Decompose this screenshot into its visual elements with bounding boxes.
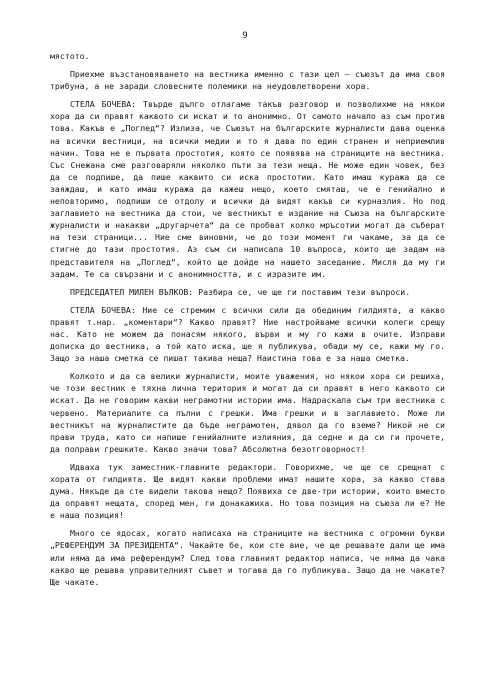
paragraph-7: Идваха тук заместник-главните редактори. Говорихме, че ще се срещнат с хората от гилдията. Ще видят какви проблеми имат нашите хора, за какво става дума. Някъде да сте видели такова нещо? Появиха се две-три истории, които вместо да оправят нещата, според мен, ги донакажиха. Но това позиция на съюза ли е? Не е наша позиция! xyxy=(50,461,450,521)
paragraph-4: ПРЕДСЕДАТЕЛ МИЛЕН ВЪЛКОВ: Разбира се, че ще ги поставим тези въпроси. xyxy=(70,286,411,297)
paragraph-1: мястото. xyxy=(50,51,90,61)
document-body xyxy=(50,50,450,594)
paragraph-2: Приехме възстановяването на вестника именно с тази цел – съюзът да има своя трибуна, а не заради словесните полемики на неудовлетворени хора. xyxy=(50,69,450,92)
paragraph-3: СТЕЛА БОЧЕВА: Твърде дълго отлагаме такъв разговор и позволихме на някои хора да си правят каквото си искат и то анонимно. От самото начало аз съм против това. Какъв е „Поглед“? Излиза, че Съюзът на българските журналисти дава оценка на всички вестници, на всички медии и то я дава по един странен и неприемлив начин. Това не е първата простотия, която се появява на страниците на вестника. Със Снежана сме разговаряли няколко пъти за тези неща. Не може един човек, без да се подпише, да пише каквито си иска простотии. Като имаш куража да се заяждаш, и като имаш куража да кажеш нещо, което смяташ, че е генийално и неповторимо, подпиши се отдолу и всички да видят какъв си курназлия. Но под заглавието на вестника да стои, че вестникът е издание на Съюза на българските журналисти и накакви „другарчета“ да се пробват колко мръсотии могат да съберат на тези страници... Ние сме виновни, че до този момент ги чакаме, за да се стигне до тази простотия. Аз съм си написала 10 въпроса, които ще задам на представителя на „Поглед“, който ще дойде на нашето заседание. Мисля да му ги задам. Те са свързани и с анонимността, и с изразите им. xyxy=(50,99,450,279)
paragraph-8: Много се ядосах, когато написаха на страниците на вестника с огромни букви „РЕФЕРЕНДУМ ЗА ПРЕЗИДЕНТА“. Чакайте бе, кои сте вие, че ще решавате дали ще има или няма да има референдум? След това главният редактор написа, че няма да чака какво ще решава управителният съвет и тогава да го публикува. Защо да не чакате? Ще чакате. xyxy=(50,528,450,587)
paragraph-5: СТЕЛА БОЧЕВА: Ние се стремим с всички сили да обединим гилдията, а какво правят т.нар. „коментари“? Какво правят? Ние настройваме всички колеги срещу нас. Като не можем да понасям някого, върви и му го кажи в очите. Изправи дописка до вестника, а той като иска, ще я публикува, обади му се, кажи му го. Защо за наша сметка се пишат такива неща? Наистина това е за наша сметка. xyxy=(50,304,450,364)
page-number: 9 xyxy=(242,31,248,41)
paragraph-6: Колкото и да са велики журналисти, моите уважения, но някои хора си решиха, че този вестник е тяхна лична територия и могат да си правят в него каквото си искат. Да не говорим какви неграмотни истории има. Надраскала съм три вестника с червено. Материалите са пълни с грешки. Има грешки и в заглавието. Може ли вестникът на журналистите да бъде неграмотен, дявол да го вземе? Никой не си прави труда, като си напише генийалните излияния, да седне и да си ги прочете, да поправи грешките. Какво значи това? Абсолютна безотговорност! xyxy=(50,371,450,454)
